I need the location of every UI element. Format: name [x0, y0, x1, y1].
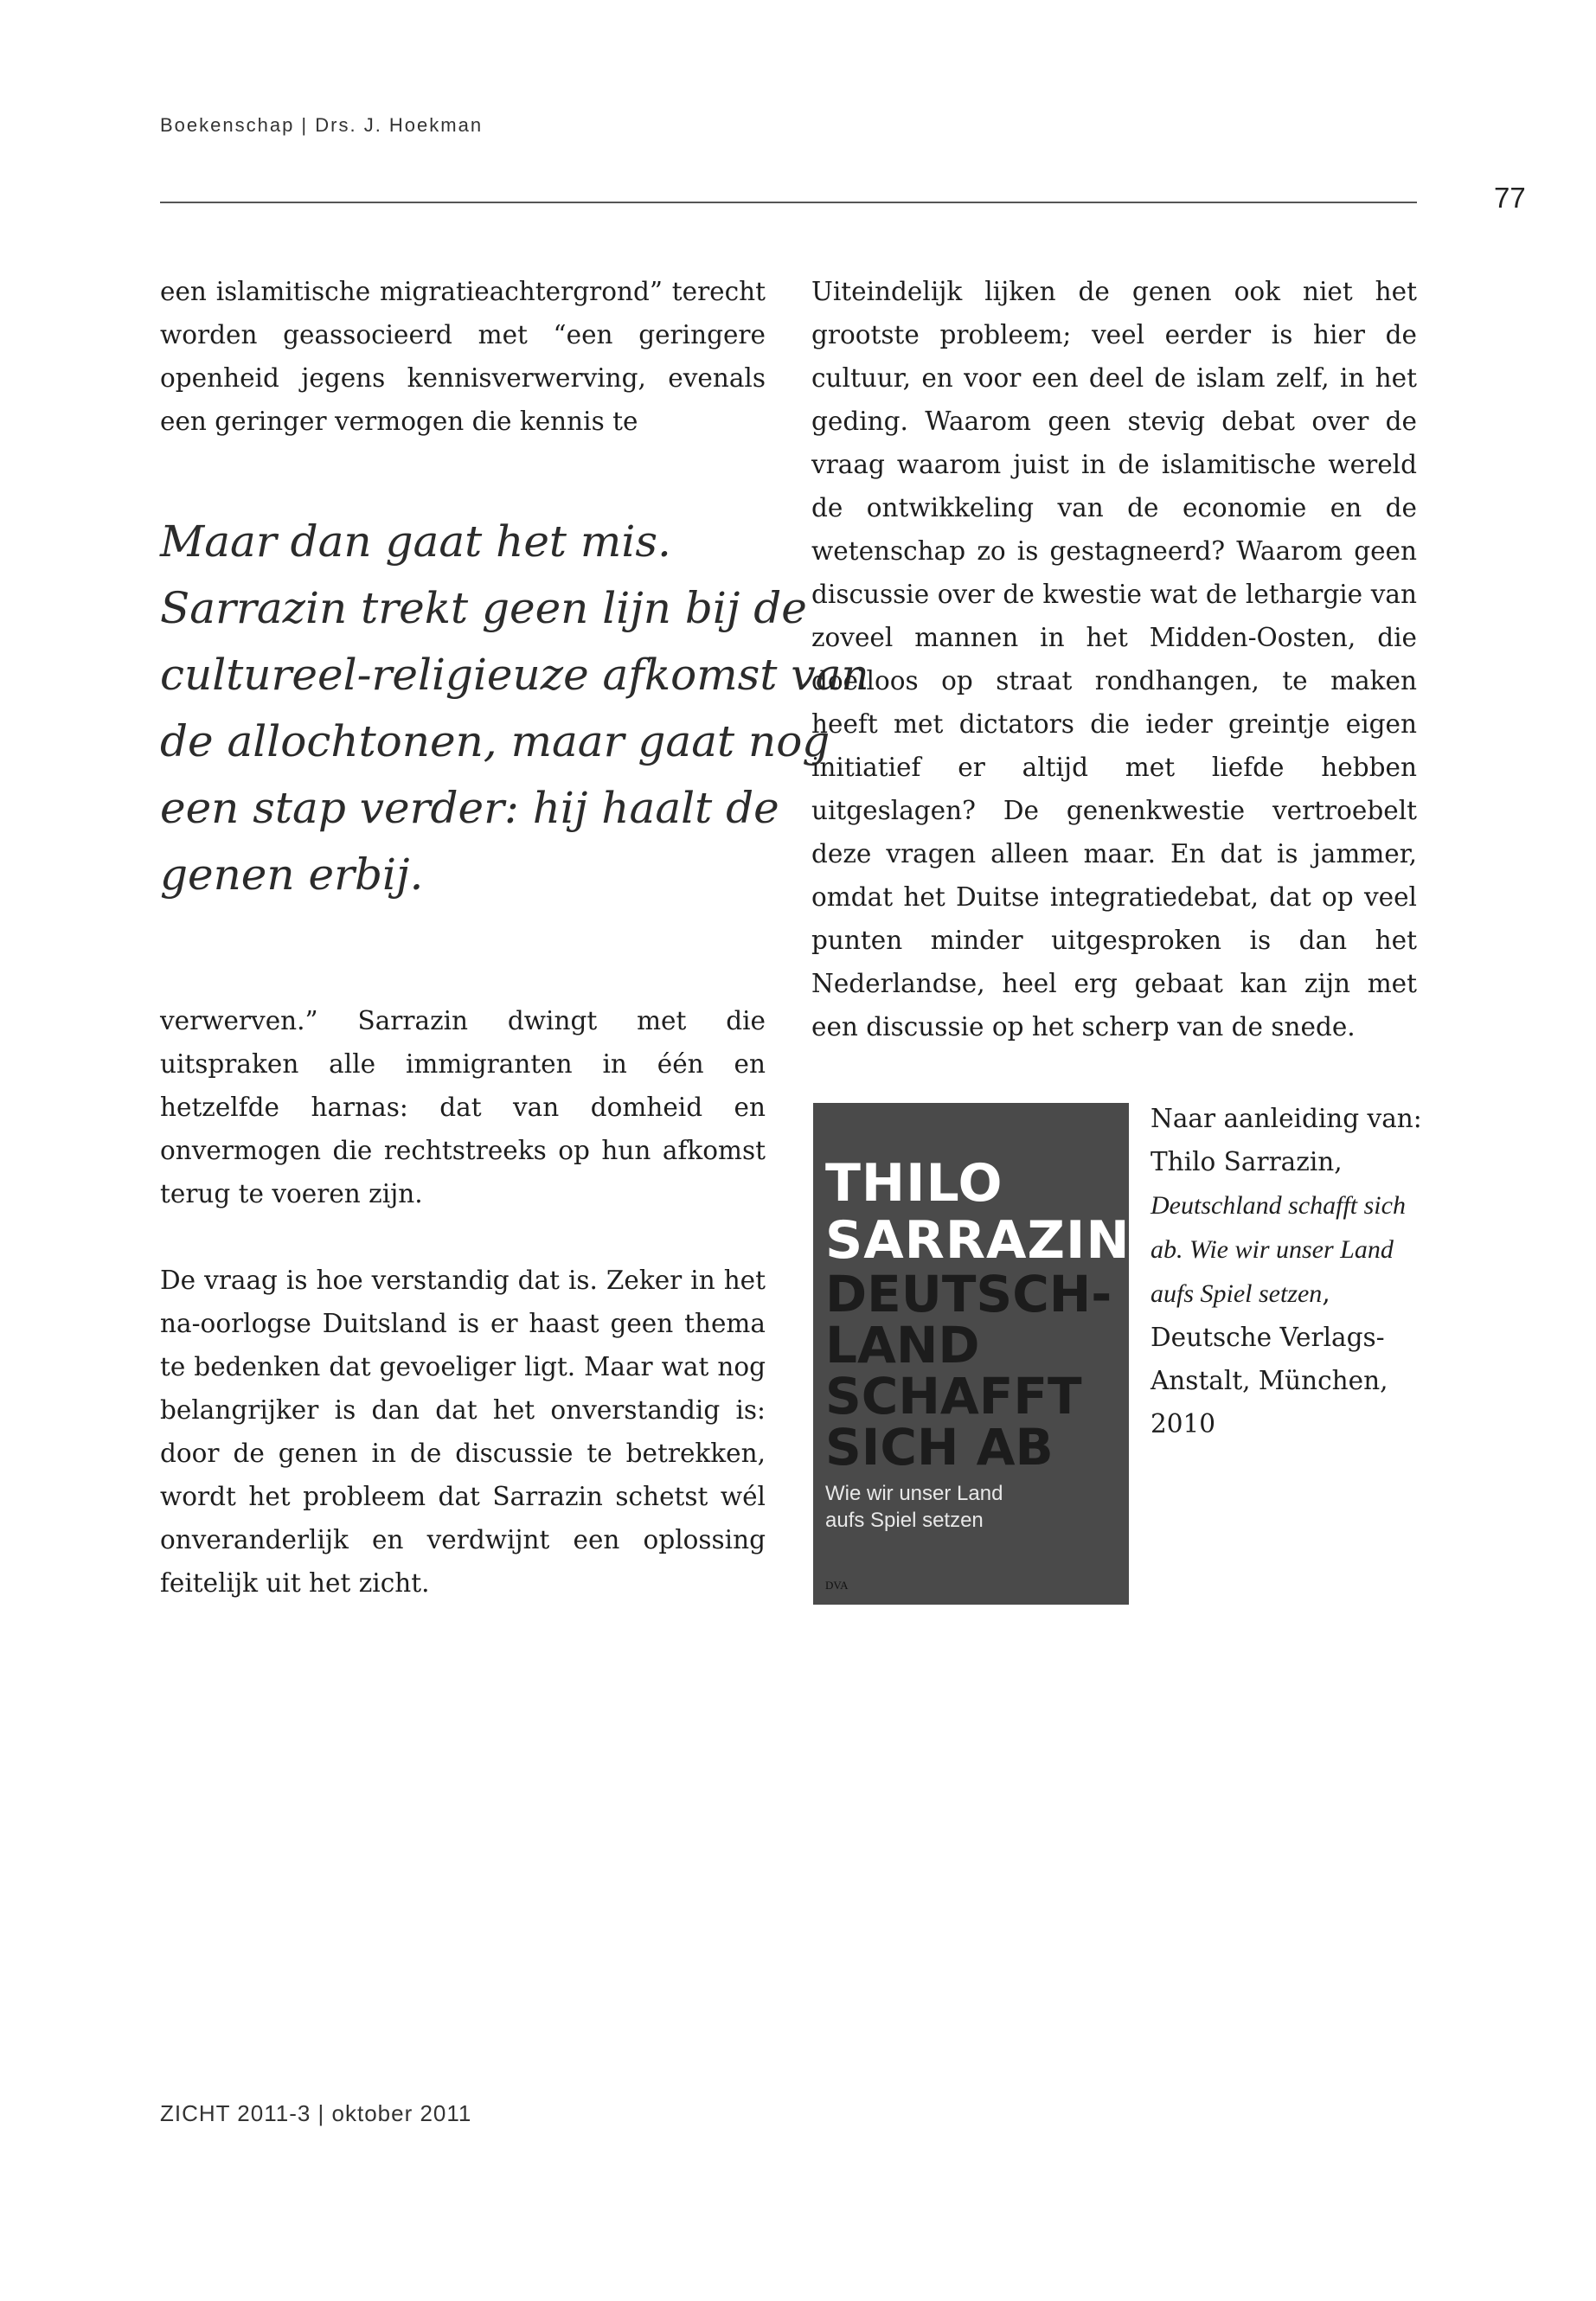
running-head: Boekenschap | Drs. J. Hoekman: [160, 114, 484, 136]
cover-subtitle-line: Wie wir unser Land: [825, 1482, 1003, 1505]
left-column-bottom: [160, 999, 766, 1605]
cover-subtitle: [825, 1480, 1117, 1534]
pull-quote: [160, 509, 869, 908]
right-column: [811, 270, 1417, 1048]
pull-quote-line: de allochtonen, maar gaat nog: [160, 716, 830, 766]
book-caption: [1151, 1097, 1427, 1445]
pull-quote-line: Sarrazin trekt geen lijn bij de: [160, 583, 807, 633]
pull-quote-line: een stap verder: hij haalt de: [160, 783, 779, 833]
right-paragraph-1: Uiteindelijk lijken de genen ook niet het grootste probleem; veel eerder is hier de cultuur, en voor een deel de islam zelf, in het geding. Waarom geen stevig debat over de vraag waarom juist in de islamitische wereld de ontwikkeling van de economie en de wetenschap zo is gestagneerd? Waarom geen discussie over de kwestie wat de lethargie van zoveel mannen in het Midden-Oosten, die doelloos op straat rondhangen, te maken heeft met dictators die ieder greintje eigen initiatief er altijd met liefde hebben uitgeslagen? De genenkwestie vertroebelt deze vragen alleen maar. En dat is jammer, omdat het Duitse integratiedebat, dat op veel punten minder uitgesproken is dan het Nederlandse, heel erg gebaat kan zijn met een discussie op het scherp van de snede.: [811, 277, 1417, 1042]
cover-title-line: DEUTSCH-: [825, 1265, 1112, 1324]
cover-title-line: LAND: [825, 1316, 980, 1375]
left-paragraph-2: verwerven.” Sarrazin dwingt met die uitspraken alle immigranten in één en hetzelfde harnas: dat van domheid en onvermogen die rechtstreeks op hun afkomst terug te voeren zijn.: [160, 1006, 766, 1208]
cover-publisher-logo: DVA: [825, 1579, 849, 1592]
cover-title-line: SCHAFFT: [825, 1367, 1082, 1426]
book-cover-image: [813, 1103, 1129, 1605]
left-column-top: [160, 270, 766, 443]
caption-author: Thilo Sarrazin,: [1151, 1147, 1343, 1176]
cover-title-line: SICH AB: [825, 1418, 1054, 1477]
footer: ZICHT 2011-3 | oktober 2011: [160, 2100, 472, 2126]
header-rule: [160, 202, 1417, 203]
cover-author-first: THILO: [825, 1153, 1003, 1214]
cover-subtitle-line: aufs Spiel setzen: [825, 1509, 984, 1532]
left-paragraph-1: een islamitische migratieachtergrond” terecht worden geassocieerd met “een geringere openheid jegens kennisverwerving, evenals een geringer vermogen die kennis te: [160, 277, 766, 436]
caption-intro: Naar aanleiding van:: [1151, 1104, 1422, 1133]
pull-quote-line: Maar dan gaat het mis.: [160, 516, 671, 567]
cover-author-last: SARRAZIN: [825, 1210, 1131, 1271]
caption-title: Deutschland schafft sich ab. Wie wir unser Land aufs Spiel setzen: [1151, 1191, 1406, 1308]
page-number: 77: [1494, 182, 1526, 214]
pull-quote-line: genen erbij.: [160, 849, 424, 900]
left-paragraph-3: De vraag is hoe verstandig dat is. Zeker in het na-oorlogse Duitsland is er haast geen thema te bedenken dat gevoeliger ligt. Maar wat nog belangrijker is dan dat het onverstandig is: door de genen in de discussie te betrekken, wordt het probleem dat Sarrazin schetst wél onveranderlijk en verdwijnt een oplossing feitelijk uit het zicht.: [160, 1266, 766, 1598]
caption-publication: , Deutsche Verlags-Anstalt, München, 2010: [1151, 1279, 1388, 1439]
pull-quote-line: cultureel-religieuze afkomst van: [160, 650, 869, 700]
